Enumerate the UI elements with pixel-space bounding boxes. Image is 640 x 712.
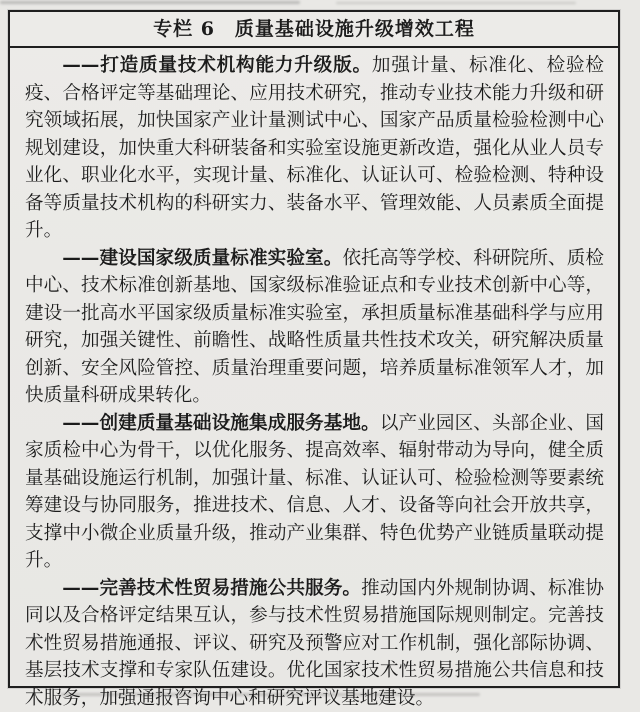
paragraph-4-lead: ——完善技术性贸易措施公共服务。 [62,578,361,599]
panel-title: 专栏 6 质量基础设施升级增效工程 [10,12,618,48]
paragraph-1-text: 加强计量、标准化、检验检疫、合格评定等基础理论、应用技术研究，推动专业技术能力升级和研究领域拓展，加快国家产业计量测试中心、国家产品质量检验检测中心规划建设，加快重大科研装备和实验室设施更新改造，强化从业人员专业化、职业化水平，实现计量、标准化、认证认可、检验检测、特种设备等质量技术机构的科研实力、装备水平、管理效能、人员素质全面提升。 [25,55,604,241]
paragraph-2-text: 依托高等学校、科研院所、质检中心、技术标准创新基地、国家级标准验证点和专业技术创新中心等，建设一批高水平国家级质量标准实验室，承担质量标准基础科学与应用研究，加强关键性、前瞻性、战略性质量共性技术攻关，研究解决质量创新、安全风险管控、质量治理重要问题，培养质量标准领军人才，加快质量科研成果转化。 [25,248,604,407]
column-box-panel [8,10,620,688]
paragraph-3-lead: ——创建质量基础设施集成服务基地。 [62,413,380,434]
paragraph-2 [25,245,604,410]
paragraph-3-text: 以产业园区、头部企业、国家质检中心为骨干，以优化服务、提高效率、辐射带动为导向，健全质量基础设施运行机制，加强计量、标准、认证认可、检验检测等要素统筹建设与协同服务，推进技术、信息、人才、设备等向社会开放共享，支撑中小微企业质量升级，推动产业集群、特色优势产业链质量联动提升。 [25,413,604,572]
paragraph-1-lead: ——打造质量技术机构能力升级版。 [62,55,372,76]
scan-artifact-top-right [336,2,576,4]
paragraph-4 [25,575,604,712]
paragraph-1 [25,52,604,245]
panel-body [10,48,618,712]
paragraph-4-text: 推动国内外规制协调、标准协同以及合格评定结果互认，参与技术性贸易措施国际规则制定。完善技术性贸易措施通报、评议、研究及预警应对工作机制，强化部际协调、基层技术支撑和专家队伍建设。优化国家技术性贸易措施公共信息和技术服务，加强通报咨询中心和研究评议基地建设。 [25,578,604,709]
scan-artifact-top-left [0,1,300,4]
paragraph-2-lead: ——建设国家级质量标准实验室。 [62,248,342,269]
paragraph-3 [25,410,604,575]
